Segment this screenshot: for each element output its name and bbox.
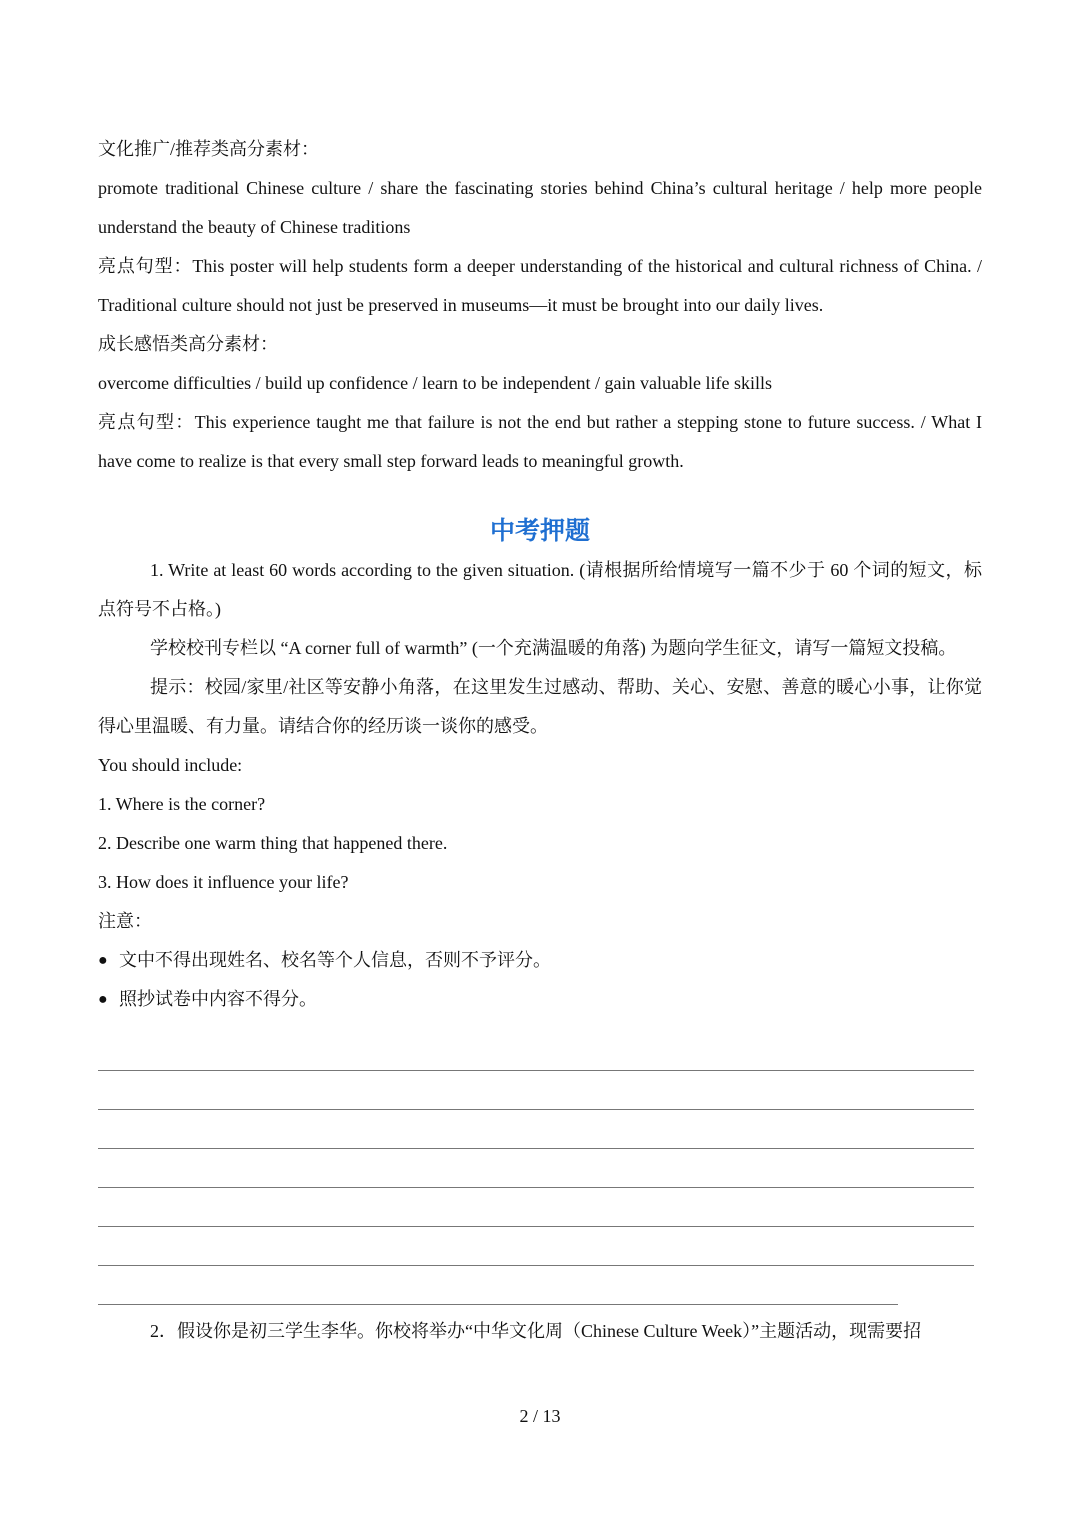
section-title: 中考押题 [489,518,590,545]
answer-writing-area[interactable] [98,1032,982,1305]
answer-line[interactable] [98,1071,974,1110]
document-page [98,130,982,1351]
answer-line[interactable] [98,1227,974,1266]
q1-note-label: 注意： [98,911,152,931]
growth-heading: 成长感悟类高分素材： [98,334,278,354]
answer-line[interactable] [98,1188,974,1227]
page-number: 2 / 13 [519,1406,561,1426]
culture-heading: 文化推广/推荐类高分素材： [98,139,319,159]
bullet-icon: ● [98,991,108,1008]
answer-line[interactable] [98,1110,974,1149]
q1-prompt: 学校校刊专栏以 “A corner full of warmth” (一个充满温暖的角落) 为题向学生征文，请写一篇短文投稿。 [150,638,957,658]
q1-include-label: You should include: [98,755,243,775]
q2-intro: 2．假设你是初三学生李华。你校将举办“中华文化周（Chinese Culture Week）”主题活动，现需要招 [150,1321,922,1341]
q1-point-2: 2. Describe one warm thing that happened there. [98,833,448,853]
q1-note-2 [98,980,982,1019]
q1-point-3: 3. How does it influence your life? [98,872,349,892]
q1-hint: 提示：校园/家里/社区等安静小角落，在这里发生过感动、帮助、关心、安慰、善意的暖心小事，让你觉得心里温暖、有力量。请结合你的经历谈一谈你的感受。 [98,677,982,736]
culture-sentences [98,247,982,325]
answer-line[interactable] [98,1266,898,1305]
culture-sentence-text: This poster will help students form a deeper understanding of the historical and cultural richness of China. / Traditional culture should not just be preserved in museums—it must be brought into our daily lives. [98,256,983,315]
growth-phrases: overcome difficulties / build up confidence / learn to be independent / gain valuable life skills [98,373,772,393]
q1-note-1 [98,941,982,980]
bullet-icon: ● [98,952,108,969]
growth-sentence-text: This experience taught me that failure is not the end but rather a stepping stone to future success. / What I have come to realize is that every small step forward leads to meaningful growth. [98,412,983,471]
answer-line[interactable] [98,1032,974,1071]
q1-point-1: 1. Where is the corner? [98,794,266,814]
culture-sentence-label: 亮点句型： [98,256,193,276]
q1-instruction: 1. Write at least 60 words according to the given situation. (请根据所给情境写一篇不少于 60 个词的短文，标点符号不占格。) [98,560,982,619]
growth-sentence-label: 亮点句型： [98,412,195,432]
q1-note-1-text: 文中不得出现姓名、校名等个人信息，否则不予评分。 [119,950,551,970]
culture-phrases: promote traditional Chinese culture / share the fascinating stories behind China’s cultural heritage / help more people understand the beauty of Chinese traditions [98,178,982,237]
growth-sentences [98,403,982,481]
q1-note-2-text: 照抄试卷中内容不得分。 [119,989,317,1009]
answer-line[interactable] [98,1149,974,1188]
